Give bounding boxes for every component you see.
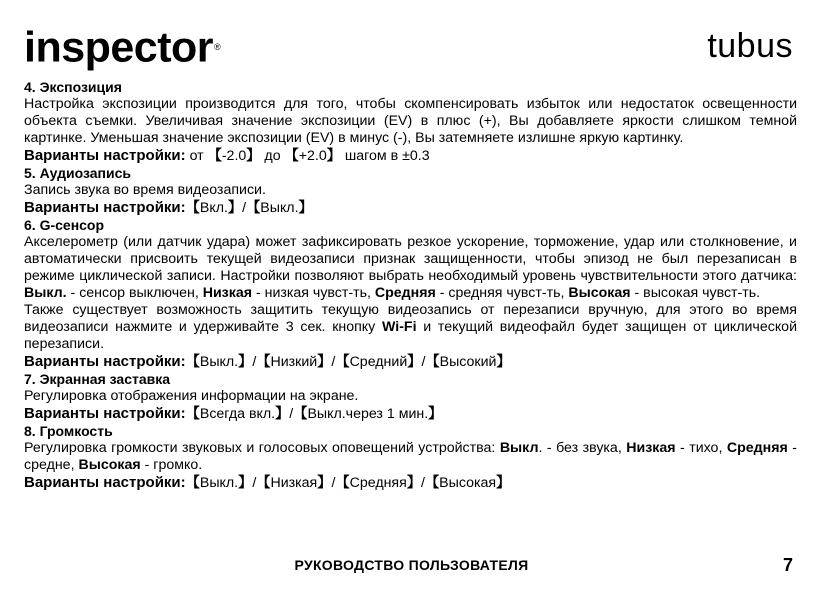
body-text: Регулировка громкости звуковых и голосовых оповещений устройства: [24,440,500,456]
bracket-close: 】 [238,354,253,370]
bracket-open: 【 [256,354,271,370]
options-separator: / [252,475,257,491]
page-header [24,18,793,72]
bracket-close: 】 [326,148,341,164]
option-value: Высокая [439,475,497,491]
keyword: Выкл. [24,285,67,301]
keyword: Высокая [78,457,141,473]
options-separator: / [252,354,257,370]
option-value: Высокий [439,354,497,370]
section-title-screensaver: 7. Экранная заставка [24,371,171,387]
option-value: Средняя [349,475,407,491]
bracket-open: 【 [284,148,299,164]
keyword: Выкл [499,440,539,456]
options-separator: / [421,475,425,491]
options-text: до [260,148,285,164]
option-value: +2.0 [298,148,327,164]
options-separator: / [421,354,426,370]
options-text: от [185,148,208,164]
option-value: Вкл. [199,200,228,216]
keyword: Низкая [202,285,253,301]
section-title-volume: 8. Громкость [24,423,113,439]
options-label: Варианты настройки: [24,353,186,370]
options-volume [24,474,797,492]
bracket-close: 】 [317,354,332,370]
bracket-close: 】 [275,406,290,422]
options-separator: / [331,475,336,491]
bracket-open: 【 [185,200,200,216]
body-text: - средняя чувст-ть, [435,285,569,301]
options-separator: / [289,406,294,422]
option-value: Выкл. [260,200,299,216]
bracket-close: 】 [246,148,261,164]
section-body-screensaver: Регулировка отображения информации на экране. [24,388,359,404]
footer-title: РУКОВОДСТВО ПОЛЬЗОВАТЕЛЯ [294,557,529,573]
bracket-open: 【 [335,354,350,370]
keyword: Средняя [726,440,788,456]
bracket-open: 【 [207,148,222,164]
bracket-close: 】 [406,475,422,491]
bracket-open: 【 [246,200,261,216]
registered-mark: ® [214,42,221,52]
keyword: Низкая [626,440,676,456]
body-text: Акселерометр (или датчик удара) может зафиксировать резкое ускорение, торможение, удар или столкновение, и автоматически присвоить текущей видеозаписи признак защищенности, чтобы эпизод не был перезаписан в режиме циклической записи. Настройки позволяют выбрать необходимый уровень чувствительности этого датчика: [24,234,797,284]
bracket-close: 】 [227,200,243,216]
body-text: - громко. [140,457,203,473]
section-title-gsensor: 6. G-сенсор [24,217,105,233]
body-text: - средне, [24,440,797,473]
section-title-audio: 5. Аудиозапись [24,165,131,181]
bracket-open: 【 [185,354,200,370]
keyword: Средняя [374,285,436,301]
options-label: Варианты настройки: [24,147,186,164]
options-label: Варианты настройки: [24,474,186,491]
bracket-close: 】 [428,406,443,422]
section-title-exposure: 4. Экспозиция [24,79,122,95]
inspector-logo [24,20,220,70]
bracket-open: 【 [293,406,308,422]
section-body-exposure: Настройка экспозиции производится для того, чтобы скомпенсировать избыток или недостаток освещенности объекта съемки. Увеличивая значение экспозиции (EV) в плюс (+), Вы добавляете яркости слишком темной картинке. Уменьшая значение экспозиции (EV) в минус (-), Вы затемняете излишне яркую картинку. [24,96,797,146]
bracket-close: 】 [317,475,332,491]
keyword: Wi-Fi [381,319,417,335]
body-text: - высокая чувст-ть. [630,285,761,301]
options-separator: / [331,354,336,370]
option-value: Выкл. [199,475,239,491]
body-text: - низкая чувст-ть, [252,285,375,301]
bracket-open: 【 [185,475,200,491]
options-gsensor [24,353,797,371]
bracket-open: 【 [185,406,200,422]
tubus-brand: tubus [707,27,793,65]
bracket-open: 【 [335,475,350,491]
options-label: Варианты настройки: [24,405,186,422]
bracket-close: 】 [407,354,422,370]
body-text: Также существует возможность защитить текущую видеозапись от перезаписи вручную, для этого во время видеозаписи нажмите и удерживайте 3 сек. кнопку [24,302,797,335]
options-audio [24,199,797,217]
option-value: Выкл. [199,354,239,370]
option-value: Низкая [270,475,318,491]
bracket-close: 】 [298,200,313,216]
bracket-close: 】 [238,475,253,491]
body-text: - тихо, [675,440,727,456]
body-text: . - без звука, [538,440,627,456]
page-number: 7 [782,555,793,575]
page-footer [0,555,823,575]
bracket-open: 【 [425,354,440,370]
bracket-close: 】 [496,354,511,370]
section-body-audio: Запись звука во время видеозаписи. [24,182,266,198]
body-text: и текущий видеофайл будет защищен от циклической перезаписи. [24,319,797,352]
bracket-open: 【 [256,475,271,491]
manual-content [24,79,797,492]
section-body-gsensor-manual [24,302,797,353]
options-screensaver [24,405,797,423]
option-value: Средний [349,354,408,370]
bracket-close: 】 [496,475,511,491]
option-value: Всегда вкл. [199,406,276,422]
options-exposure [24,147,797,165]
section-body-volume [24,440,797,474]
bracket-open: 【 [424,475,440,491]
option-value: -2.0 [221,148,247,164]
section-body-gsensor [24,234,797,302]
options-separator: / [242,200,247,216]
option-value: Выкл.через 1 мин. [307,406,429,422]
options-label: Варианты настройки: [24,199,186,216]
options-text: шагом в ±0.3 [340,148,430,164]
keyword: Высокая [568,285,631,301]
option-value: Низкий [270,354,318,370]
body-text: - сенсор выключен, [66,285,203,301]
logo-text: inspector [24,23,214,72]
